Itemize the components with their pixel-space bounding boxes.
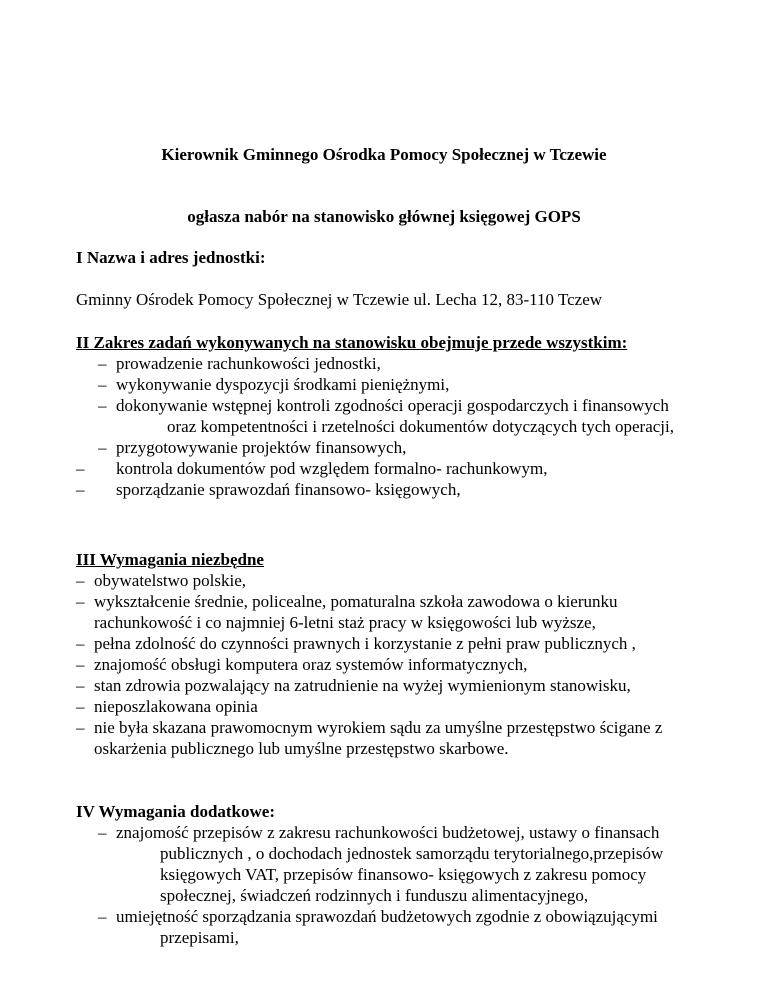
list-item-text: prowadzenie rachunkowości jednostki, [116, 354, 381, 373]
section-4-list [0, 822, 768, 948]
dash-bullet: – [76, 459, 85, 478]
list-item [0, 675, 768, 696]
list-item-continuation: społecznej, świadczeń rodzinnych i funduszu alimentacyjnego, [160, 886, 589, 905]
list-item-continuation: przepisami, [160, 928, 239, 947]
dash-bullet: – [98, 823, 107, 842]
section-3-list [0, 570, 768, 759]
section-1-heading: I Nazwa i adres jednostki: [76, 248, 266, 267]
list-item-text: nie była skazana prawomocnym wyrokiem sądu za umyślne przestępstwo ścigane z [94, 718, 663, 737]
list-item-continuation: oskarżenia publicznego lub umyślne przestępstwo skarbowe. [94, 739, 509, 758]
dash-bullet: – [76, 634, 85, 653]
section-3-heading: III Wymagania niezbędne [76, 550, 264, 569]
list-item-text: wykształcenie średnie, policealne, pomaturalna szkoła zawodowa o kierunku [94, 592, 618, 611]
list-item [0, 696, 768, 717]
dash-bullet: – [98, 396, 107, 415]
section-1-text: Gminny Ośrodek Pomocy Społecznej w Tczewie ul. Lecha 12, 83-110 Tczew [76, 290, 603, 309]
list-item [0, 353, 768, 374]
list-item-text: sporządzanie sprawozdań finansowo- księgowych, [116, 480, 461, 499]
list-item [0, 374, 768, 395]
list-item-text: znajomość przepisów z zakresu rachunkowości budżetowej, ustawy o finansach [116, 823, 660, 842]
list-item-text: wykonywanie dyspozycji środkami pieniężnymi, [116, 375, 450, 394]
list-item [0, 458, 768, 479]
dash-bullet: – [76, 697, 85, 716]
list-item-text: kontrola dokumentów pod względem formalno- rachunkowym, [116, 459, 548, 478]
section-4-heading: IV Wymagania dodatkowe: [76, 802, 275, 821]
list-item-continuation: oraz kompetentności i rzetelności dokumentów dotyczących tych operacji, [167, 417, 674, 436]
list-item [0, 906, 768, 948]
dash-bullet: – [76, 655, 85, 674]
list-item-continuation: księgowych VAT, przepisów finansowo- księgowych z zakresu pomocy [160, 865, 647, 884]
dash-bullet: – [76, 480, 85, 499]
list-item [0, 717, 768, 759]
dash-bullet: – [98, 354, 107, 373]
dash-bullet: – [76, 676, 85, 695]
dash-bullet: – [98, 375, 107, 394]
list-item-text: stan zdrowia pozwalający na zatrudnienie na wyżej wymienionym stanowisku, [94, 676, 631, 695]
list-item [0, 479, 768, 500]
list-item-text: przygotowywanie projektów finansowych, [116, 438, 407, 457]
document-subtitle: ogłasza nabór na stanowisko głównej księgowej GOPS [187, 207, 581, 226]
list-item [0, 591, 768, 633]
list-item-text: znajomość obsługi komputera oraz systemów informatycznych, [94, 655, 528, 674]
dash-bullet: – [76, 571, 85, 590]
list-item-continuation: publicznych , o dochodach jednostek samorządu terytorialnego,przepisów [160, 844, 664, 863]
list-item-text: pełna zdolność do czynności prawnych i korzystanie z pełni praw publicznych , [94, 634, 636, 653]
dash-bullet: – [76, 718, 85, 737]
list-item [0, 570, 768, 591]
list-item-text: umiejętność sporządzania sprawozdań budżetowych zgodnie z obowiązującymi [116, 907, 658, 926]
list-item [0, 654, 768, 675]
list-item-text: obywatelstwo polskie, [94, 571, 247, 590]
list-item [0, 395, 768, 437]
list-item-continuation: rachunkowość i co najmniej 6-letni staż pracy w księgowości lub wyższe, [94, 613, 596, 632]
list-item-text: nieposzlakowana opinia [94, 697, 258, 716]
list-item-text: dokonywanie wstępnej kontroli zgodności operacji gospodarczych i finansowych [116, 396, 669, 415]
list-item [0, 633, 768, 654]
dash-bullet: – [98, 907, 107, 926]
dash-bullet: – [98, 438, 107, 457]
document-title: Kierownik Gminnego Ośrodka Pomocy Społecznej w Tczewie [161, 145, 607, 164]
section-2-heading: II Zakres zadań wykonywanych na stanowisku obejmuje przede wszystkim: [76, 333, 628, 352]
section-2-list [0, 353, 768, 500]
dash-bullet: – [76, 592, 85, 611]
list-item [0, 437, 768, 458]
list-item [0, 822, 768, 906]
